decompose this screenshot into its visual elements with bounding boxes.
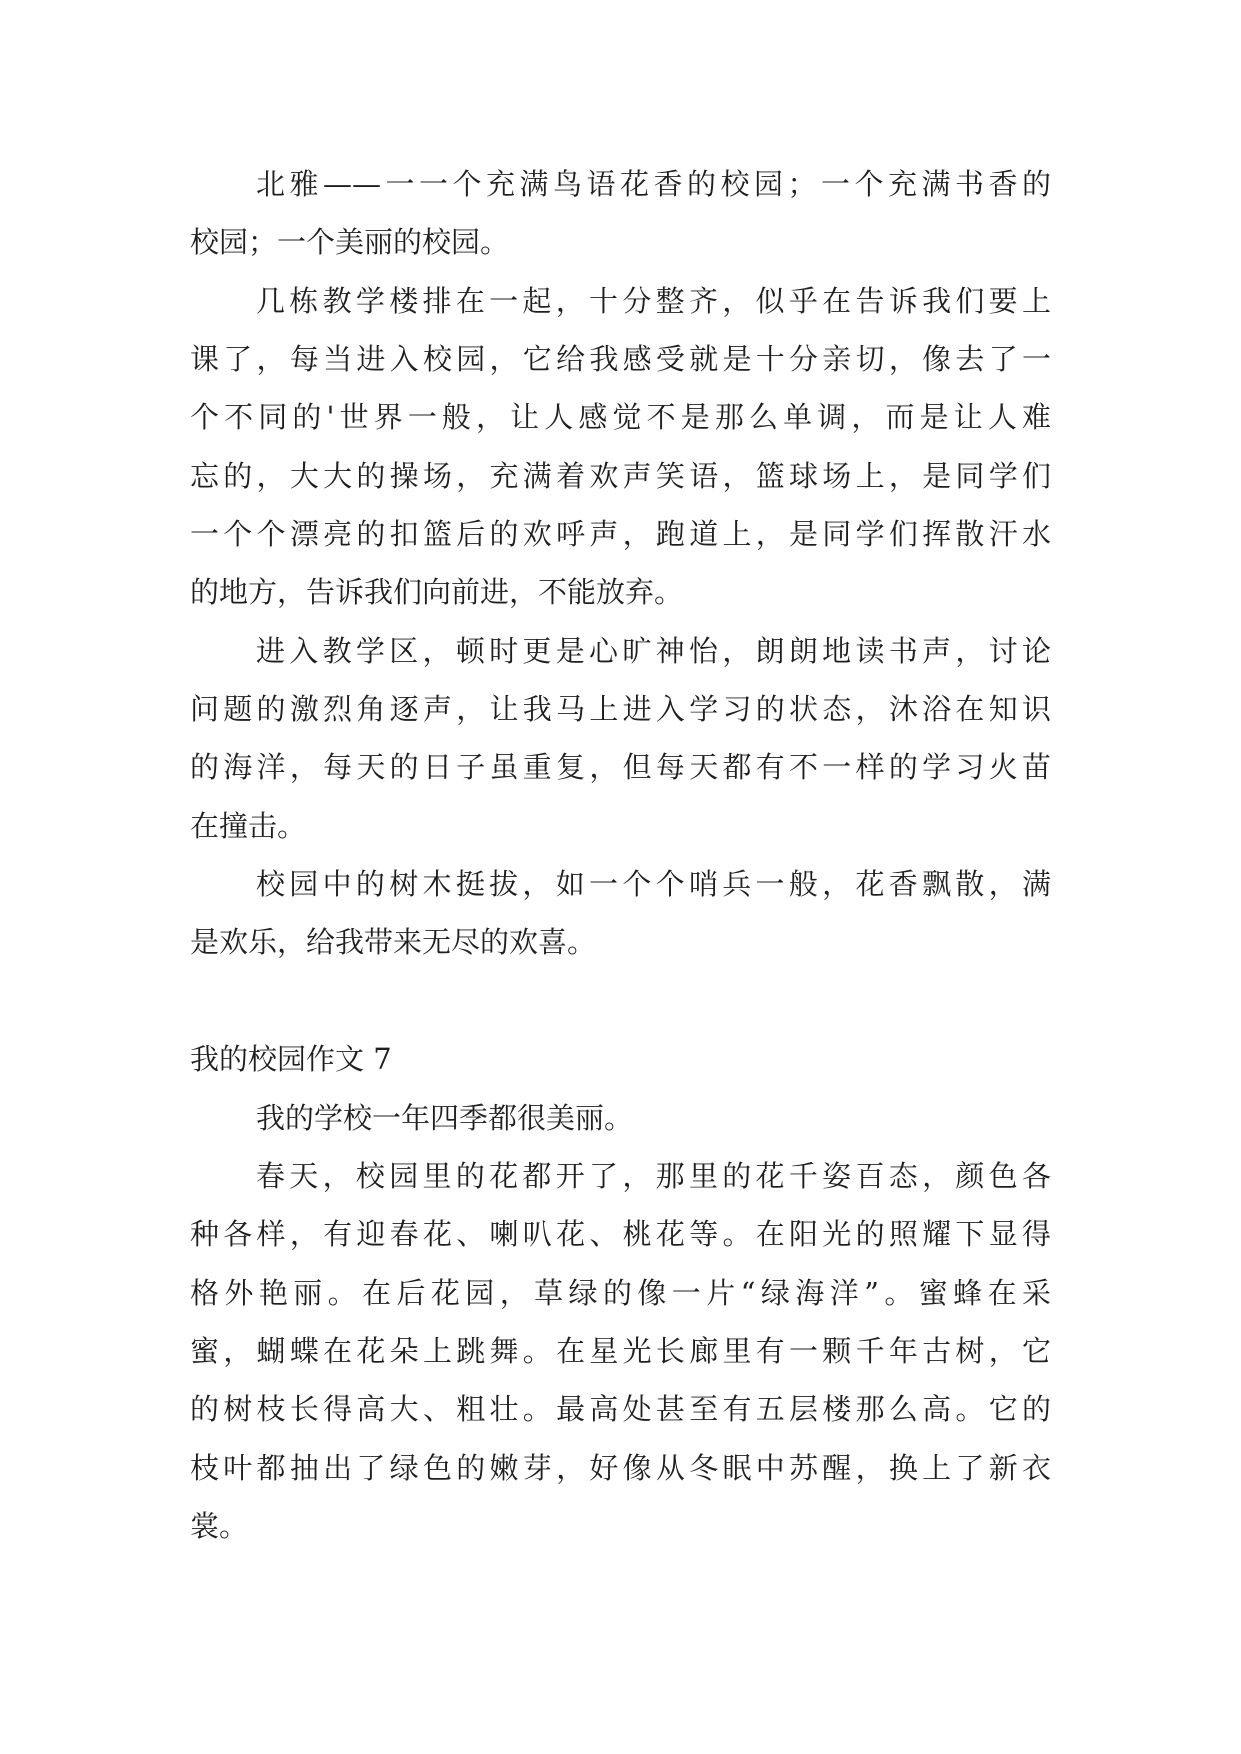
paragraph-line: 几栋教学楼排在一起，十分整齐，似乎在告诉我们要上 [256, 283, 1051, 318]
paragraph-line: 的树枝长得高大、粗壮。最高处甚至有五层楼那么高。它的 [190, 1392, 1051, 1427]
paragraph [190, 272, 1051, 622]
paragraph-line: 枝叶都抽出了绿色的嫩芽，好像从冬眠中苏醒，换上了新衣 [190, 1450, 1051, 1485]
paragraph-line: 忘的，大大的操场，充满着欢声笑语，篮球场上，是同学们 [190, 458, 1051, 493]
paragraph-line: 个不同的'世界一般，让人感觉不是那么单调，而是让人难 [190, 400, 1051, 435]
paragraph-line: 的海洋，每天的日子虽重复，但每天都有不一样的学习火苗 [190, 750, 1051, 785]
blank-line [190, 972, 1051, 1030]
paragraph-line: 蜜，蝴蝶在花朵上跳舞。在星光长廊里有一颗千年古树，它 [190, 1333, 1051, 1368]
paragraph [190, 155, 1051, 272]
section-heading: 我的校园作文 7 [190, 1042, 392, 1077]
paragraph [190, 1089, 1051, 1147]
paragraph-line: 课了，每当进入校园，它给我感受就是十分亲切，像去了一 [190, 342, 1051, 377]
paragraph-line: 校园；一个美丽的校园。 [190, 225, 510, 260]
paragraph [190, 1147, 1051, 1555]
paragraph-line: 进入教学区，顿时更是心旷神怡，朗朗地读书声，讨论 [256, 633, 1051, 668]
paragraph-line: 格外艳丽。在后花园，草绿的像一片“绿海洋”。蜜蜂在采 [190, 1275, 1051, 1310]
paragraph [190, 622, 1051, 855]
paragraph-line: 北雅——一一个充满鸟语花香的校园；一个充满书香的 [256, 167, 1051, 201]
paragraph-line: 裳。 [190, 1508, 249, 1543]
paragraph-line: 问题的激烈角逐声，让我马上进入学习的状态，沐浴在知识 [190, 692, 1051, 727]
paragraph-line: 一个个漂亮的扣篮后的欢呼声，跑道上，是同学们挥散汗水 [190, 517, 1051, 552]
paragraph-line: 校园中的树木挺拔，如一个个哨兵一般，花香飘散，满 [256, 867, 1051, 902]
paragraph [190, 855, 1051, 972]
document-body [190, 155, 1051, 1555]
paragraph-line: 在撞击。 [190, 808, 307, 843]
paragraph-line: 是欢乐，给我带来无尽的欢喜。 [190, 925, 597, 960]
paragraph-line: 的地方，告诉我们向前进，不能放弃。 [190, 575, 684, 610]
paragraph-line: 春天，校园里的花都开了，那里的花千姿百态，颜色各 [256, 1158, 1051, 1193]
paragraph-line: 我的学校一年四季都很美丽。 [256, 1100, 634, 1135]
paragraph-line: 种各样，有迎春花、喇叭花、桃花等。在阳光的照耀下显得 [190, 1217, 1051, 1252]
